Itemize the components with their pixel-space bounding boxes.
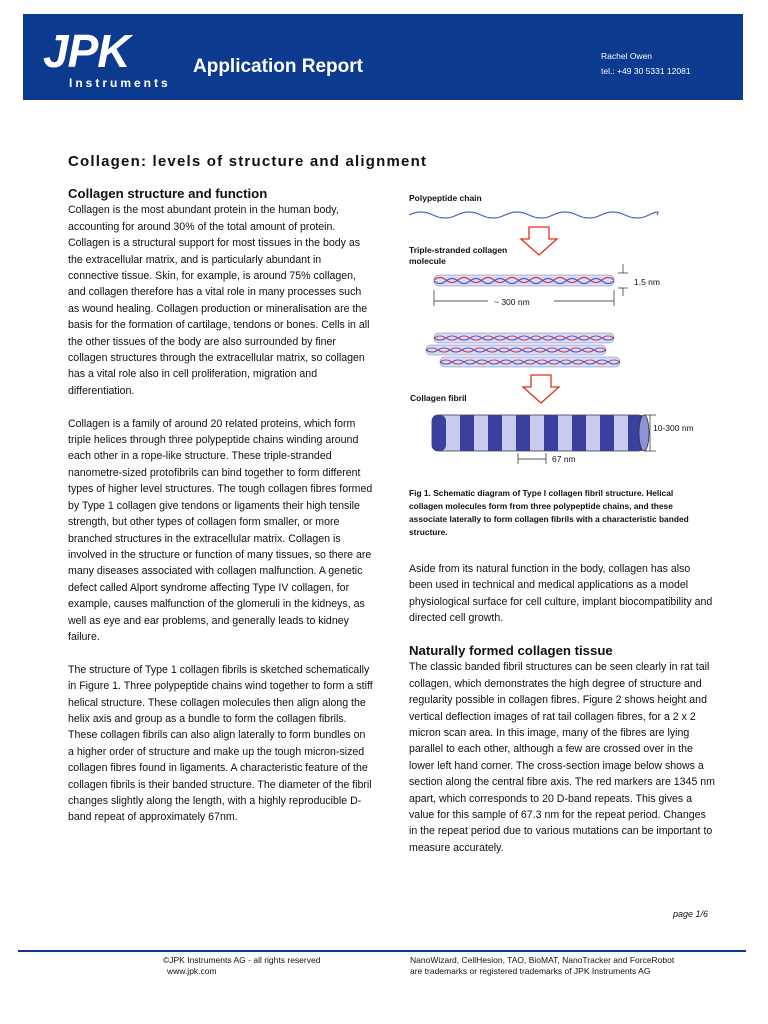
- section-heading-tissue: Naturally formed collagen tissue: [409, 643, 613, 659]
- footer-left: [163, 955, 320, 977]
- report-type-title: Application Report: [193, 56, 363, 77]
- footer-divider: [18, 950, 746, 952]
- down-arrow-2: [523, 375, 559, 403]
- diagram-graphics: [404, 186, 734, 486]
- dimension-diameter: 10-300 nm: [653, 423, 694, 433]
- page-number: page 1/6: [673, 909, 709, 919]
- right-column: [409, 561, 715, 873]
- dimension-length: ~ 300 nm: [494, 297, 530, 307]
- figure-collagen-diagram: [404, 186, 734, 486]
- figure-caption: Fig 1. Schematic diagram of Type I collagen fibril structure. Helical collagen molecules form from three polypeptide chains, and these associate laterally to form collagen fibrils with a characteristic banded structure.: [409, 488, 689, 537]
- dimension-period: 67 nm: [552, 454, 576, 464]
- down-arrow-1: [521, 227, 557, 255]
- section-heading-structure: Collagen structure and function: [68, 186, 268, 201]
- label-triple-helix: Triple-stranded collagen molecule: [409, 245, 508, 266]
- contact-info: [601, 49, 691, 79]
- label-polypeptide-chain: Polypeptide chain: [409, 193, 482, 203]
- triple-helix-molecule: [434, 275, 614, 286]
- left-column: [68, 186, 374, 842]
- trademark-line-1: NanoWizard, CellHesion, TAO, BioMAT, NanoTracker and ForceRobot: [410, 955, 675, 965]
- paragraph: Aside from its natural function in the body, collagen has also been used in technical and medical applications as a model physiological surface for cell culture, implant biocompatibility and directed cell growth.: [409, 563, 713, 625]
- company-logo: JPK: [43, 25, 130, 77]
- dimension-thickness: 1.5 nm: [634, 277, 660, 287]
- banded-fibril: [432, 415, 649, 451]
- contact-phone: tel.: +49 30 5331 12081: [601, 66, 691, 76]
- paragraph: The classic banded fibril structures can be seen clearly in rat tail collagen, which demonstrates the high degree of structure and regularity possible in collagen fibres. Figure 2 shows height and vertical deflection images of rat tail collagen fibres, for a 2 x 2 micron scan area. In this image, many of the fibres are lying parallel to each other, although a few are crossed over in the lower left hand corner. The cross-section image below shows a section along the central fibre axis. The red markers are 1345 nm apart, which corresponds to 20 D-band repeats. This gives a value for this sample of 67.3 nm for the repeat period. Changes in the repeat period due to various mutations can be important to measure accurately.: [409, 661, 716, 854]
- copyright-text: ©JPK Instruments AG - all rights reserved: [163, 955, 321, 965]
- label-collagen-fibril: Collagen fibril: [410, 393, 467, 403]
- paragraph: Collagen is a family of around 20 related proteins, which form triple helices through three polypeptide chains winding around each other in a rope-like structure. These triple-stranded nanometre-sized protofibrils can bind together to form different types of higher level structures. The tough collagen fibres formed by Type 1 collagen give tendons or ligaments their high tensile strength, but other types of collagen form smaller, or more branched structures in the extracellular matrix. Collagen is involved in the structure or function of many tissues, so there are many diseases associated with collagen malfunction. A genetic defect called Alport syndrome affecting Type IV collagen, for example, causes malfunction of the glomeruli in the kidneys, as well as eye and ear problems, and generally leads to kidney failure.: [68, 417, 373, 643]
- footer-right: [410, 955, 674, 977]
- website-link[interactable]: www.jpk.com: [167, 966, 217, 976]
- contact-name: Rachel Owen: [601, 51, 653, 61]
- paragraph: Collagen is the most abundant protein in the human body, accounting for around 30% of the total amount of protein. Collagen is a structural support for most tissues in the body as the extracellular matrix, and is particularly abundant in connective tissue. Skin, for example, is around 75% collagen, and collagen therefore has a vital role in many processes such as wound healing. Collagen production or mineralisation are the basis for the formation of cartilage, tendons or bones. Cells in all the other tissues of the body are also surrounded by finer collagen structures through the extracellular matrix, so collagen has a vital role also in cell proliferation, migration and differentiation.: [68, 204, 370, 397]
- polypeptide-chain-wave: [409, 212, 658, 218]
- company-logo-subtitle: Instruments: [69, 76, 171, 90]
- trademark-line-2: are trademarks or registered trademarks of JPK Instruments AG: [410, 966, 651, 976]
- header-banner: [23, 14, 743, 100]
- helix-bundle: [426, 333, 620, 367]
- document-title: Collagen: levels of structure and alignment: [68, 153, 428, 170]
- paragraph: The structure of Type 1 collagen fibrils is sketched schematically in Figure 1. Three polypeptide chains wind together to form a stiff helical structure. These collagen molecules then align along the helix axis and group as a bundle to form the collagen fibrils. These collagen fibrils can also align laterally to form bundles on a higher order of structure and make up the tough micron-sized collagen fibres found in ligaments. A characteristic feature of the collagen fibrils is their banded structure. The diameter of the fibril changes slightly along the length, with a highly reproducible D-band repeat of approximately 67nm.: [68, 663, 373, 824]
